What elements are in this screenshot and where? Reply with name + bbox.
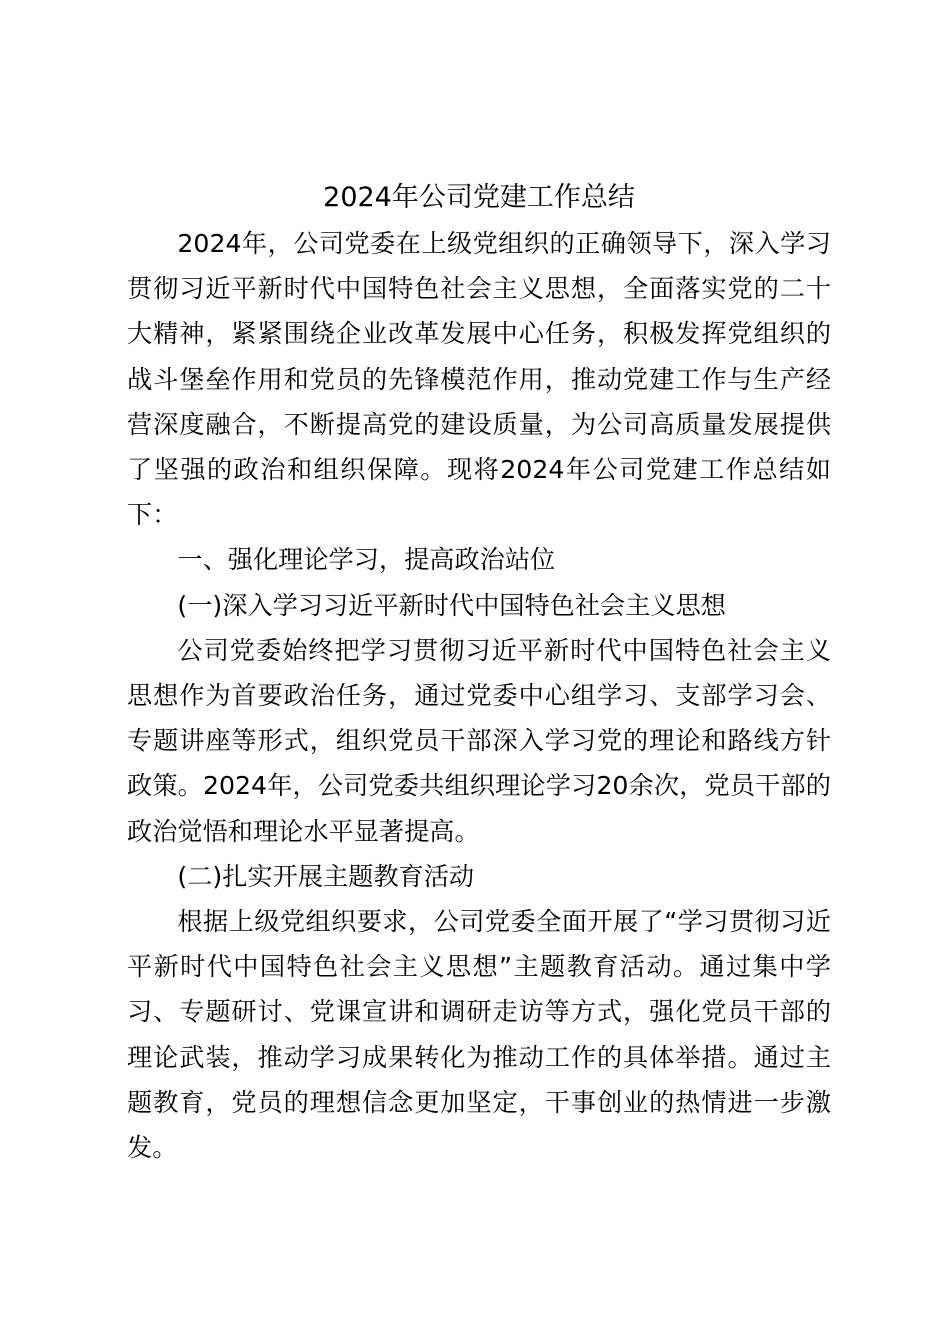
- subsection-body-1: 公司党委始终把学习贯彻习近平新时代中国特色社会主义思想作为首要政治任务，通过党委中心组学习、支部学习会、专题讲座等形式，组织党员干部深入学习党的理论和路线方针政策。2024年，公司党委共组织理论学习20余次，党员干部的政治觉悟和理论水平显著提高。: [127, 635, 831, 846]
- document-page: [127, 175, 831, 1170]
- subsection-body-2: 根据上级党组织要求，公司党委全面开展了“学习贯彻习近平新时代中国特色社会主义思想”主题教育活动。通过集中学习、专题研讨、党课宣讲和调研走访等方式，强化党员干部的理论武装，推动学习成果转化为推动工作的具体举措。通过主题教育，党员的理想信念更加坚定，干事创业的热情进一步激发。: [127, 907, 831, 1163]
- section-heading-1: 一、强化理论学习，提高政治站位: [177, 545, 556, 575]
- document-title: 2024年公司党建工作总结: [323, 182, 635, 213]
- subsection-heading-1: (一)深入学习习近平新时代中国特色社会主义思想: [177, 590, 726, 620]
- subsection-heading-2: (二)扎实开展主题教育活动: [177, 861, 475, 891]
- intro-paragraph: 2024年，公司党委在上级党组织的正确领导下，深入学习贯彻习近平新时代中国特色社会主义思想，全面落实党的二十大精神，紧紧围绕企业改革发展中心任务，积极发挥党组织的战斗堡垒作用和党员的先锋模范作用，推动党建工作与生产经营深度融合，不断提高党的建设质量，为公司高质量发展提供了坚强的政治和组织保障。现将2024年公司党建工作总结如下：: [127, 229, 831, 530]
